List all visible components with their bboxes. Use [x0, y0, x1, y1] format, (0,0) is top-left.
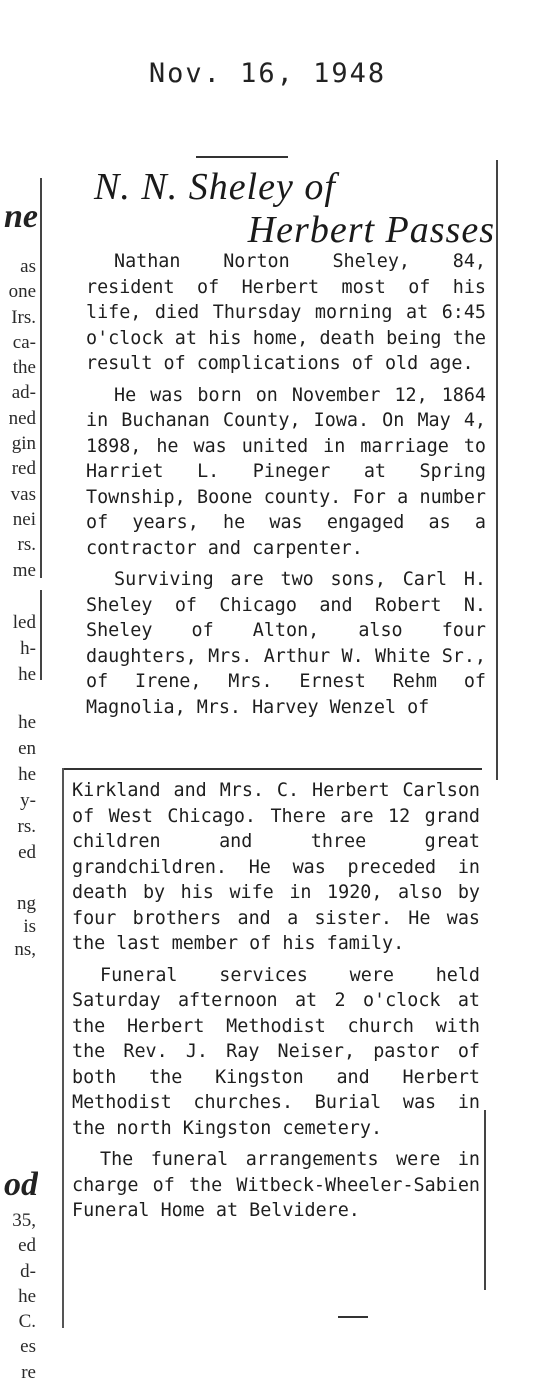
fragment-line: d- — [20, 1260, 36, 1282]
paragraph: Surviving are two sons, Carl H. Sheley of Chicago and Robert N. Sheley of Alton, also four daughters, Mrs. Arthur W. White Sr., of Irene, Mrs. Ernest Rehm of Magnolia, Mrs. Harvey Wenzel of — [86, 569, 486, 718]
left-fragment-lines-mid — [0, 610, 36, 688]
headline-line-2: Herbert Passes — [247, 209, 495, 251]
fragment-line: rs. — [17, 816, 36, 837]
headline — [86, 166, 501, 252]
fragment-line: gin — [11, 433, 36, 455]
paragraph: Funeral services were held Saturday afternoon at 2 o'clock at the Herbert Methodist church with the Rev. J. Ray Neiser, pastor of both the Kingston and Herbert Methodist churches. Burial was in the north Kingston cemetery. — [72, 964, 480, 1139]
fragment-line: me — [12, 559, 36, 581]
fragment-line: h- — [20, 638, 36, 659]
left-fragment-lines-bottom — [0, 1208, 36, 1385]
column-rule-left-lower — [40, 590, 42, 680]
fragment-line: es — [20, 1336, 36, 1358]
column-rule-right — [496, 160, 498, 780]
fragment-line: he — [18, 664, 36, 685]
fragment-line: vas — [10, 483, 36, 505]
left-fragment-heading-bottom: od — [4, 1166, 38, 1203]
fragment-line: he — [18, 712, 36, 733]
fragment-line: en — [18, 738, 36, 759]
article-body-lower — [72, 778, 480, 1230]
paragraph: The funeral arrangements were in charge of the Witbeck-Wheeler-Sabien Funeral Home at Belvidere. — [72, 1149, 480, 1221]
continuation-box-top — [62, 768, 482, 770]
fragment-line: ed — [18, 842, 36, 863]
fragment-line: he — [18, 1285, 36, 1307]
fragment-line: he — [18, 764, 36, 785]
left-fragment-lines-top — [0, 254, 36, 583]
fragment-line: y- — [20, 790, 36, 811]
fragment-line: the — [12, 357, 36, 379]
fragment-line: as — [20, 256, 36, 277]
date-header: Nov. 16, 1948 — [148, 58, 387, 89]
left-fragment-lines-mid2 — [0, 710, 36, 866]
fragment-line: red — [11, 458, 36, 480]
fragment-line: ad- — [11, 382, 36, 404]
fragment-line: re — [21, 1361, 36, 1383]
fragment-line: nei — [12, 508, 36, 530]
fragment-line: Irs. — [11, 306, 36, 328]
article-body-upper — [86, 249, 486, 726]
fragment-line: C. — [18, 1311, 36, 1333]
left-fragment-heading-top: ne — [4, 198, 38, 235]
fragment-line: ned — [8, 407, 36, 429]
left-fragment-lines-mid3 — [0, 892, 36, 961]
fragment-line: led — [12, 612, 36, 633]
fragment-line: 35, — [12, 1210, 36, 1231]
fragment-line: ng — [17, 893, 36, 914]
fragment-line: is — [23, 916, 36, 937]
fragment-line: rs. — [17, 534, 36, 556]
paragraph: He was born on November 12, 1864 in Buchanan County, Iowa. On May 4, 1898, he was united in marriage to Harriet L. Pineger at Spring Township, Boone county. For a number of years, he was engaged as a contractor and carpenter. — [86, 384, 486, 559]
column-rule-left — [40, 178, 42, 578]
bottom-rule — [338, 1316, 368, 1318]
fragment-line: ns, — [14, 939, 36, 960]
paragraph: Nathan Norton Sheley, 84, resident of Herbert most of his life, died Thursday morning at 6:45 o'clock at his home, death being the result of complications of old age. — [86, 251, 486, 374]
fragment-line: ed — [18, 1235, 36, 1257]
fragment-line: ca- — [12, 331, 36, 353]
headline-line-1: N. N. Sheley of — [94, 166, 336, 208]
column-rule-right-lower — [484, 1110, 486, 1290]
headline-rule — [196, 156, 288, 158]
paragraph: Kirkland and Mrs. C. Herbert Carlson of West Chicago. There are 12 grand children and three great grandchildren. He was preceded in death by his wife in 1920, also by four brothers and a sister. He was the last member of his family. — [72, 780, 480, 954]
continuation-box-left — [62, 768, 64, 1328]
fragment-line: one — [8, 281, 36, 303]
